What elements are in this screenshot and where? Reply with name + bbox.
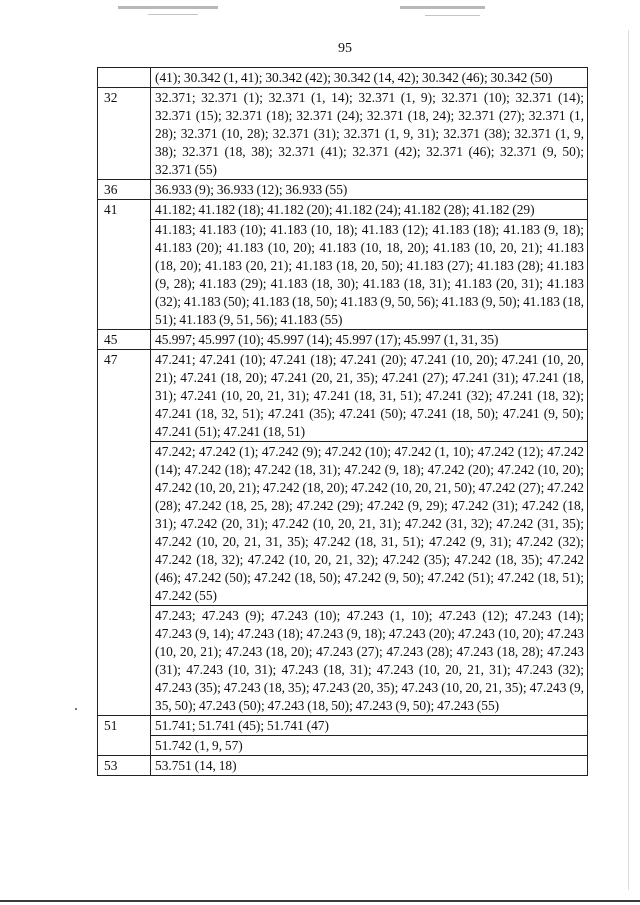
entry-cell: 36.933 (9); 36.933 (12); 36.933 (55)	[151, 180, 588, 200]
table-row	[98, 736, 588, 756]
scan-bottom-edge	[0, 900, 640, 902]
group-code: 41	[98, 200, 151, 330]
table-row	[98, 442, 588, 606]
entry-cell: 47.242; 47.242 (1); 47.242 (9); 47.242 (10); 47.242 (1, 10); 47.242 (12); 47.242 (14); 47.242 (18); 47.242 (18, 31); 47.242 (9, 18); 47.242 (20); 47.242 (10, 20); 47.242 (10, 20, 21); 47.242 (18, 20); 47.242 (10, 20, 21, 50); 47.242 (27); 47.242 (28); 47.242 (18, 25, 28); 47.242 (29); 47.242 (9, 29); 47.242 (31); 47.242 (18, 31); 47.242 (20, 31); 47.242 (10, 20, 21, 31); 47.242 (31, 32); 47.242 (31, 35); 47.242 (10, 20, 21, 31, 35); 47.242 (18, 31, 51); 47.242 (9, 31); 47.242 (32); 47.242 (18, 32); 47.242 (10, 20, 21, 32); 47.242 (35); 47.242 (18, 35); 47.242 (46); 47.242 (50); 47.242 (18, 50); 47.242 (9, 50); 47.242 (51); 47.242 (18, 51); 47.242 (55)	[151, 442, 588, 606]
scan-artifact-top-right-2	[425, 15, 480, 16]
table-row	[98, 716, 588, 736]
table-row	[98, 350, 588, 442]
table-row	[98, 88, 588, 180]
scan-artifact-top-right	[400, 6, 485, 9]
group-code: 45	[98, 330, 151, 350]
group-code: 36	[98, 180, 151, 200]
entry-cell: 47.241; 47.241 (10); 47.241 (18); 47.241 (20); 47.241 (10, 20); 47.241 (10, 20, 21); 47.241 (18, 20); 47.241 (20, 21, 35); 47.241 (27); 47.241 (31); 47.241 (18, 31); 47.241 (10, 20, 21, 31); 47.241 (18, 31, 51); 47.241 (32); 47.241 (18, 32); 47.241 (18, 32, 51); 47.241 (35); 47.241 (50); 47.241 (18, 50); 47.241 (9, 50); 47.241 (51); 47.241 (18, 51)	[151, 350, 588, 442]
entry-cell: 47.243; 47.243 (9); 47.243 (10); 47.243 (1, 10); 47.243 (12); 47.243 (14); 47.243 (9, 14); 47.243 (18); 47.243 (9, 18); 47.243 (20); 47.243 (10, 20); 47.243 (10, 20, 21); 47.243 (18, 20); 47.243 (27); 47.243 (28); 47.243 (18, 28); 47.243 (31); 47.243 (10, 31); 47.243 (18, 31); 47.243 (10, 20, 21, 31); 47.243 (32); 47.243 (35); 47.243 (18, 35); 47.243 (20, 35); 47.243 (10, 20, 21, 35); 47.243 (9, 35, 50); 47.243 (50); 47.243 (18, 50); 47.243 (9, 50); 47.243 (55)	[151, 606, 588, 716]
group-code: 51	[98, 716, 151, 756]
page-number: 95	[338, 41, 352, 56]
scan-edge-shadow	[628, 30, 629, 890]
scan-speck	[75, 708, 77, 710]
group-code: 53	[98, 756, 151, 776]
entry-cell: 41.183; 41.183 (10); 41.183 (10, 18); 41.183 (12); 41.183 (18); 41.183 (9, 18); 41.183 (20); 41.183 (10, 20); 41.183 (10, 18, 20); 41.183 (10, 20, 21); 41.183 (18, 20); 41.183 (20, 21); 41.183 (18, 20, 50); 41.183 (27); 41.183 (28); 41.183 (9, 28); 41.183 (29); 41.183 (18, 30); 41.183 (18, 31); 41.183 (20, 31); 41.183 (32); 41.183 (50); 41.183 (18, 50); 41.183 (9, 50, 56); 41.183 (9, 50); 41.183 (18, 51); 41.183 (9, 51, 56); 41.183 (55)	[151, 220, 588, 330]
entry-cell: 45.997; 45.997 (10); 45.997 (14); 45.997 (17); 45.997 (1, 31, 35)	[151, 330, 588, 350]
table-row	[98, 330, 588, 350]
entry-cell: 51.741; 51.741 (45); 51.741 (47)	[151, 716, 588, 736]
table-row	[98, 606, 588, 716]
entry-cell: 51.742 (1, 9, 57)	[151, 736, 588, 756]
table-row	[98, 180, 588, 200]
table-row	[98, 200, 588, 220]
group-code: 47	[98, 350, 151, 716]
group-code	[98, 68, 151, 88]
entry-cell: 41.182; 41.182 (18); 41.182 (20); 41.182 (24); 41.182 (28); 41.182 (29)	[151, 200, 588, 220]
entry-cell: 53.751 (14, 18)	[151, 756, 588, 776]
entry-cell: 32.371; 32.371 (1); 32.371 (1, 14); 32.371 (1, 9); 32.371 (10); 32.371 (14); 32.371 (15); 32.371 (18); 32.371 (24); 32.371 (18, 24); 32.371 (27); 32.371 (1, 28); 32.371 (10, 28); 32.371 (31); 32.371 (1, 9, 31); 32.371 (38); 32.371 (1, 9, 38); 32.371 (18, 38); 32.371 (41); 32.371 (42); 32.371 (46); 32.371 (9, 50); 32.371 (55)	[151, 88, 588, 180]
group-code: 32	[98, 88, 151, 180]
entry-cell: (41); 30.342 (1, 41); 30.342 (42); 30.342 (14, 42); 30.342 (46); 30.342 (50)	[151, 68, 588, 88]
table-row	[98, 68, 588, 88]
table-row	[98, 756, 588, 776]
table-row	[98, 220, 588, 330]
scan-artifact-top-left-2	[148, 14, 198, 15]
scan-artifact-top-left	[118, 6, 218, 9]
index-table	[97, 67, 588, 776]
